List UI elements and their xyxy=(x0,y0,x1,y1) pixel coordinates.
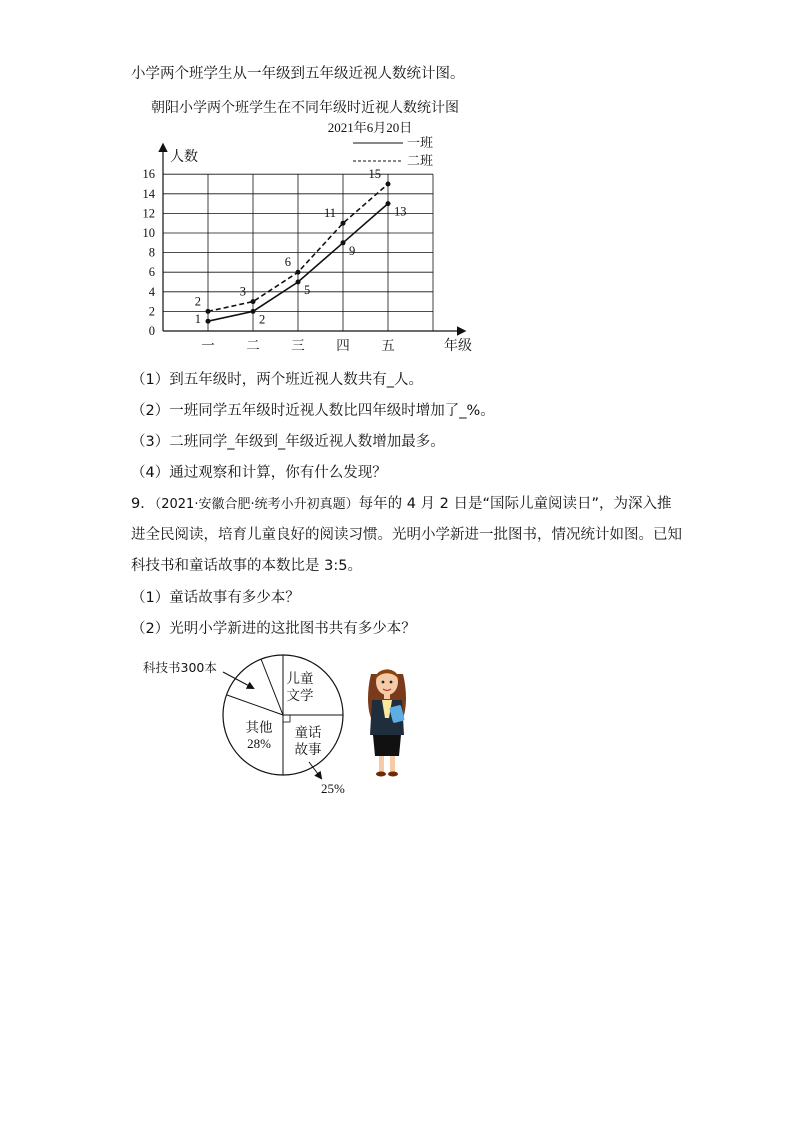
problem-9-line-2: 进全民阅读，培育儿童良好的阅读习惯。光明小学新进一批图书，情况统计如图。已知 xyxy=(131,527,682,543)
x-tick-label: 三 xyxy=(291,338,305,354)
question-8-4: （4）通过观察和计算，你有什么发现？ xyxy=(131,465,387,481)
right-angle-mark xyxy=(283,715,290,722)
data-label: 5 xyxy=(304,283,311,297)
chart-title: 朝阳小学两个班学生在不同年级时近视人数统计图 xyxy=(151,100,459,116)
x-tick-label: 四 xyxy=(336,338,350,354)
legend-label-class2: 二班 xyxy=(407,154,434,169)
data-point xyxy=(386,182,391,187)
line-chart xyxy=(0,95,794,355)
data-point xyxy=(206,319,211,324)
y-axis-label: 人数 xyxy=(170,149,198,165)
literature-label-1: 儿童 xyxy=(286,671,314,687)
y-tick-label: 6 xyxy=(148,265,155,280)
problem-9-text-1: 每年的 4 月 2 日是“国际儿童阅读日”，为深入推 xyxy=(358,496,672,512)
data-point xyxy=(251,299,256,304)
data-label: 3 xyxy=(239,284,246,299)
data-label: 2 xyxy=(194,294,201,309)
y-tick-label: 12 xyxy=(142,206,155,221)
fairy-percent: 25% xyxy=(321,781,345,796)
question-8-2: （2）一班同学五年级时近视人数比四年级时增加了_%。 xyxy=(131,403,495,419)
data-label: 9 xyxy=(349,243,356,258)
fairy-label-1: 童话 xyxy=(294,725,322,741)
data-point xyxy=(251,309,256,314)
y-tick-label: 8 xyxy=(148,245,155,260)
data-label: 11 xyxy=(323,206,336,221)
y-tick-label: 4 xyxy=(148,284,155,299)
data-label: 15 xyxy=(368,167,381,181)
y-tick-label: 14 xyxy=(142,186,155,201)
data-label: 2 xyxy=(259,312,266,327)
data-point xyxy=(386,201,391,206)
fairy-arrow xyxy=(309,762,321,778)
slice-edge-science-left xyxy=(227,695,283,715)
y-tick-label: 0 xyxy=(148,324,155,338)
fairy-label-2: 故事 xyxy=(294,742,322,758)
teacher-illustration xyxy=(357,660,417,780)
problem-9-line-1 xyxy=(131,494,672,515)
science-book-label: 科技书300本 xyxy=(143,660,217,675)
chart-series xyxy=(195,167,407,326)
pie-chart xyxy=(135,650,395,800)
problem-9-number: 9． xyxy=(131,496,155,512)
question-8-1: （1）到五年级时，两个班近视人数共有_人。 xyxy=(131,372,423,388)
data-point xyxy=(341,240,346,245)
other-label: 其他 xyxy=(245,720,273,736)
intro-line: 小学两个班学生从一年级到五年级近视人数统计图。 xyxy=(131,66,465,82)
y-tick-label: 16 xyxy=(142,167,155,182)
y-tick-labels xyxy=(143,167,156,338)
x-tick-label: 五 xyxy=(381,338,395,354)
data-point xyxy=(296,280,301,285)
x-tick-label: 一 xyxy=(201,338,215,354)
data-point xyxy=(296,270,301,275)
data-label: 1 xyxy=(194,312,201,327)
x-tick-label: 二 xyxy=(246,338,260,354)
x-axis-label: 年级 xyxy=(444,338,472,354)
question-9-2: （2）光明小学新进的这批图书共有多少本？ xyxy=(131,621,416,637)
slice-edge-science-top xyxy=(261,659,283,715)
data-point xyxy=(341,221,346,226)
problem-9-line-3: 科技书和童话故事的本数比是 3:5。 xyxy=(131,558,362,574)
y-tick-label: 10 xyxy=(142,226,155,240)
x-tick-labels xyxy=(201,338,395,354)
y-tick-label: 2 xyxy=(148,304,155,319)
data-label: 6 xyxy=(284,255,291,270)
chart-grid xyxy=(163,174,433,331)
literature-label-2: 文学 xyxy=(286,688,314,704)
question-8-3: （3）二班同学_年级到_年级近视人数增加最多。 xyxy=(131,434,445,450)
chart-date: 2021年6月20日 xyxy=(327,120,413,135)
legend-label-class1: 一班 xyxy=(407,136,434,151)
science-book-arrow xyxy=(223,672,253,688)
data-label: 13 xyxy=(394,204,407,219)
data-point xyxy=(206,309,211,314)
question-9-1: （1）童话故事有多少本？ xyxy=(131,590,300,606)
other-percent: 28% xyxy=(247,736,271,751)
problem-9-source: （2021·安徽合肥·统考小升初真题） xyxy=(154,497,359,512)
